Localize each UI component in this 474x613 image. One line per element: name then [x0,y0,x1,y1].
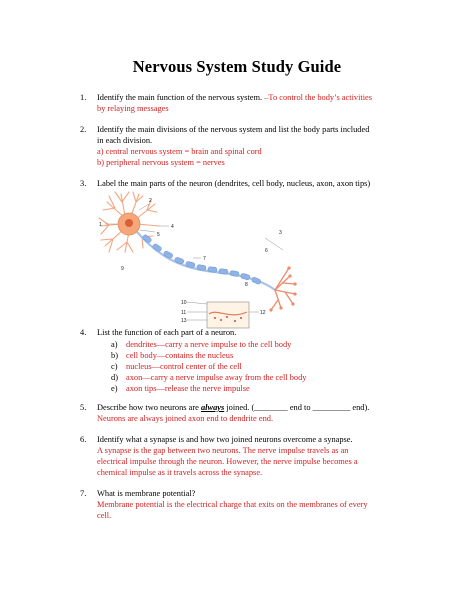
q6-text: Identify what a synapse is and how two joined neurons overcome a synapse. [97,435,353,444]
q7-answer-line1: Membrane potential is the electrical charge that exits on the membranes of every [97,500,368,509]
question-5: Describe how two neurons are always joined. (________ end to _________ end). Neurons are always joined axon end to dendrite end. [97,403,370,423]
page-title: Nervous System Study Guide [132,57,342,76]
q1-text: Identify the main function of the nervous system. [97,93,263,102]
q4-item-a: a) dendrites—carry a nerve impulse to the cell body [111,340,292,349]
label-13: 13 [181,318,187,324]
q5-emphasis: always [200,403,225,412]
q2-number: 2. [80,125,87,134]
q2-line2: in each division. [97,136,153,145]
q4-item-d: d) axon—carry a nerve impulse away from the cell body [111,373,307,382]
nucleus [125,219,133,227]
q4-item-c: c) nucleus—control center of the cell [111,362,242,371]
q5-number: 5. [80,403,87,412]
q7-number: 7. [80,489,87,498]
q2-answer-a: a) central nervous system = brain and spinal cord [97,147,262,156]
q4-item-e: e) axon tips—release the nerve impulse [111,384,250,393]
label-1: 1 [99,222,102,228]
q1-number: 1. [80,93,87,102]
label-3: 3 [279,230,282,236]
q2-answer-b: b) peripheral nervous system = nerves [97,158,225,167]
q4-number: 4. [80,328,87,337]
q6-number: 6. [80,435,87,444]
question-4 [97,327,236,338]
question-7 [97,488,368,521]
q1-answer-inline: –To control the body’s activities [262,93,373,102]
q3-text: Label the main parts of the neuron (dendrites, cell body, nucleus, axon, axon tips) [97,179,371,188]
q4-text: List the function of each part of a neuron. [97,328,237,337]
label-10: 10 [181,300,187,306]
q7-answer-line2: cell. [97,511,112,520]
label-4: 4 [171,224,174,230]
label-2: 2 [149,198,152,204]
q3-number: 3. [80,179,87,188]
label-7: 7 [203,256,206,262]
q7-text: What is membrane potential? [97,489,196,498]
q1-answer-line2: by relaying messages [97,104,169,113]
q6-answer-line2: electrical impulse through the neuron. However, the nerve impulse becomes a [97,457,358,466]
neuron-diagram [95,190,305,330]
label-8: 8 [245,282,248,288]
synapse-inset [207,302,249,328]
label-5: 5 [157,232,160,238]
question-3 [97,178,370,189]
label-11: 11 [181,310,187,316]
q6-answer-line3: chemical impulse as it travels across the synapse. [97,468,263,477]
q5-answer: Neurons are always joined axon end to dendrite end. [97,414,274,423]
q2-line1: Identify the main divisions of the nervous system and list the body parts included [97,125,370,134]
question-2 [97,124,369,168]
myelin-sheath [142,234,261,285]
label-6: 6 [265,248,268,254]
q6-answer-line1: A synapse is the gap between two neurons. The nerve impulse travels as an [97,446,349,455]
label-9: 9 [121,266,124,272]
question-1 [97,92,372,114]
question-6 [97,434,358,478]
label-12: 12 [260,310,266,316]
q4-item-b: b) cell body—contains the nucleus [111,351,234,360]
